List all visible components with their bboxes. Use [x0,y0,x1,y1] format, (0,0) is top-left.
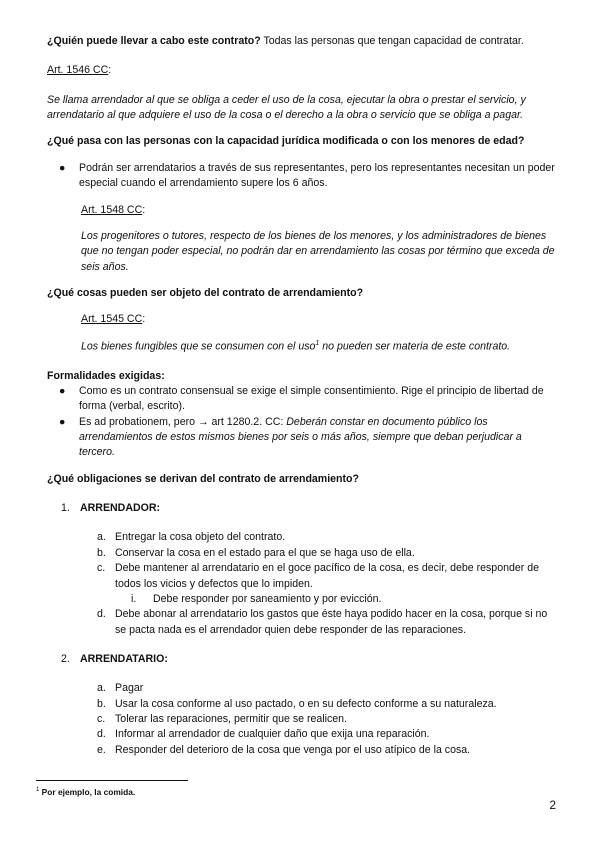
q4-title: ¿Qué obligaciones se derivan del contrato de arrendamiento? [47,472,359,485]
page-number: 2 [549,798,556,812]
bullet-icon: ● [59,161,66,174]
arrendador-heading: 1. ARRENDADOR: [61,502,161,515]
document-page [47,34,557,758]
list-item: d. Debe abonar al arrendatario los gastos que éste haya podido hacer en la cosa, porque si no se pacta nada es el arrendador quien debe responder de las reparaciones. [97,608,548,636]
bullet-icon: ● [59,384,66,397]
footnote-divider [36,780,188,781]
list-item: b. Conservar la cosa en el estado para el que se haga uso de ella. [97,546,415,559]
art1548-ref: Art. 1548 CC: [81,203,146,216]
bullet-icon: ● [59,415,66,428]
art1545-ref: Art. 1545 CC: [81,313,146,326]
footnote: $^1$ Por ejemplo, la comida. [36,787,136,797]
bullet-item [59,415,557,461]
footnote-ref: 1 [315,339,320,347]
list-item: a. Entregar la cosa objeto del contrato. [97,531,286,544]
list-item: c. Debe mantener al arrendatario en el goce pacífico de la cosa, es decir, debe responder de todos los vicios y defectos que lo impiden. [97,562,540,590]
list-item: d. Informar al arrendador de cualquier daño que exija una reparación. [97,728,430,741]
bullet-text: Como es un contrato consensual se exige el simple consentimiento. Rige el principio de libertad de forma (verbal, escrito). [79,384,544,413]
bullet-text: Podrán ser arrendatarios a través de sus representantes, pero los representantes necesitan un poder especial cuando el arrendamiento supere los 6 años. [79,161,555,190]
q1-title: ¿Quién puede llevar a cabo este contrato? [47,35,261,47]
list-item: i. Debe responder por saneamiento y por evicción. [131,592,382,605]
q3-title: ¿Qué cosas pueden ser objeto del contrato de arrendamiento? [47,286,364,299]
list-item: b. Usar la cosa conforme al uso pactado, o en su defecto conforme a su naturaleza. [97,697,497,710]
art1545-text: Los bienes fungibles que se consumen con el uso$^1$ no pueden ser materia de este contrato. [81,339,511,353]
arrendatario-heading: 2. ARRENDATARIO: [61,652,168,665]
list-item: c. Tolerar las reparaciones, permitir que se realicen. [97,713,347,726]
q1-paragraph [47,34,557,49]
q1-text: Todas las personas que tengan capacidad de contratar. [260,35,524,47]
bullet-item [59,161,557,192]
bullet-item [59,384,557,415]
list-item: e. Responder del deterioro de la cosa que venga por el uso atípico de la cosa. [97,743,471,756]
bullet-text: Es ad probationem, pero → art 1280.2. CC: Deberán constar en documento público los arrendamientos de estos mismos bienes por seis o más años, siempre que deban perjudicar a tercero. [79,415,522,459]
art1548-text: Los progenitores o tutores, respecto de los bienes de los menores, y los administradores de bienes que no tengan poder especial, no podrán dar en arrendamiento las cosas por término que exceda de seis años. [81,229,555,273]
art1546-text: Se llama arrendador al que se obliga a ceder el uso de la cosa, ejecutar la obra o prestar el servicio, y arrendatario al que adquiere el uso de la cosa o el derecho a la obra o servicio que se obliga a pagar. [47,93,526,122]
q2-title: ¿Qué pasa con las personas con la capacidad jurídica modificada o con los menores de edad? [47,135,525,148]
list-item: a. Pagar [97,682,144,695]
art1546-ref: Art. 1546 CC: [47,64,112,77]
formalidades-title: Formalidades exigidas: [47,369,165,382]
